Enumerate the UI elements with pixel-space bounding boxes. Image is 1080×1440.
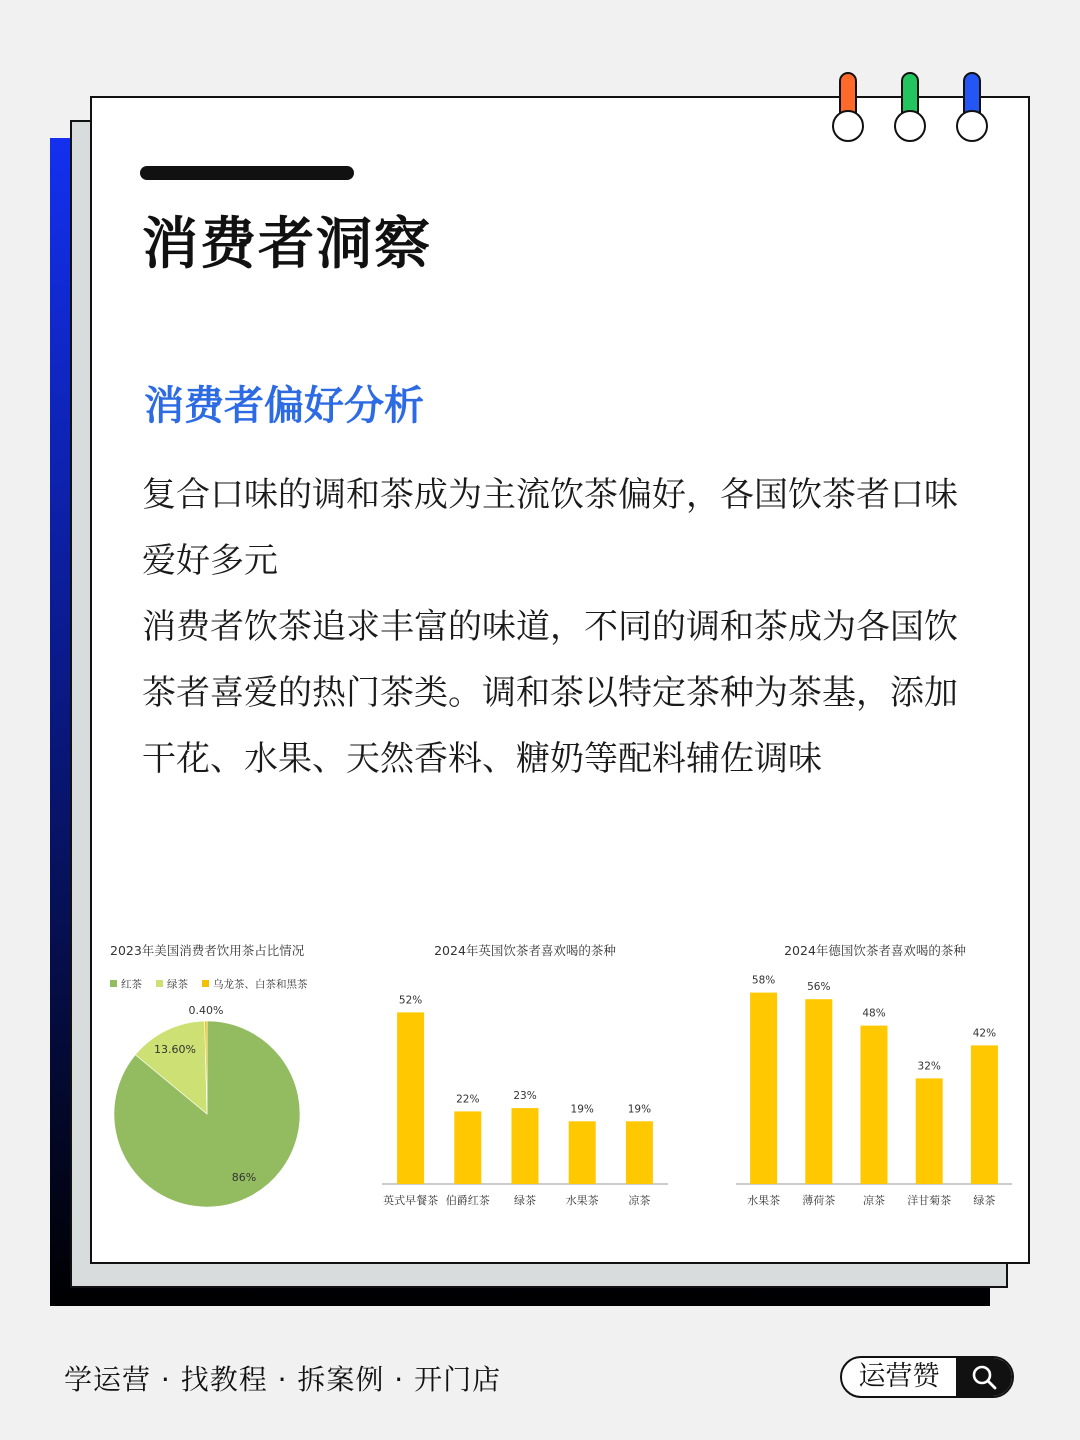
title-decoration-bar [140, 166, 354, 180]
pie-chart-title: 2023年美国消费者饮用茶占比情况 [110, 943, 305, 958]
pin-ring [894, 110, 926, 142]
section-subtitle: 消费者偏好分析 [144, 383, 424, 429]
search-icon[interactable] [956, 1358, 1012, 1396]
bar-data-label: 19% [570, 1103, 594, 1116]
pin-ring [832, 110, 864, 142]
bar-chart-title: 2024年英国饮茶者喜欢喝的茶种 [434, 943, 616, 958]
bar-tick-label: 洋甘菊茶 [907, 1194, 952, 1207]
bar-tick-label: 英式早餐茶 [383, 1194, 439, 1207]
pie-legend-label: 红茶 [121, 978, 142, 991]
bar-data-label: 23% [513, 1090, 537, 1103]
charts-area [92, 928, 1028, 1228]
binder-pin-green [892, 72, 932, 142]
pie-data-label: 13.60% [154, 1043, 196, 1056]
bar [626, 1121, 653, 1184]
bar [861, 1026, 888, 1184]
bar [512, 1108, 539, 1184]
brand-search-pill[interactable] [840, 1356, 1014, 1398]
bar-data-label: 42% [972, 1027, 997, 1040]
bar-chart-title: 2024年德国饮茶者喜欢喝的茶种 [784, 943, 966, 958]
bar-data-label: 58% [751, 974, 776, 987]
paragraph-1: 复合口味的调和茶成为主流饮茶偏好，各国饮茶者口味爱好多元 [142, 475, 958, 581]
bar [750, 993, 777, 1184]
bar [569, 1121, 596, 1184]
content-card [90, 96, 1030, 1264]
bar-data-label: 52% [398, 994, 423, 1007]
bar-data-label: 22% [456, 1093, 480, 1106]
brand-name: 运营赞 [858, 1361, 940, 1392]
pie-data-label: 86% [231, 1171, 257, 1184]
bar-tick-label: 绿茶 [514, 1194, 536, 1207]
bar-tick-label: 水果茶 [565, 1194, 599, 1207]
binder-pin-orange [830, 72, 870, 142]
charts-svg [92, 928, 1028, 1228]
page-title: 消费者洞察 [142, 212, 432, 277]
bar-data-label: 56% [807, 981, 831, 994]
paragraph-2: 消费者饮茶追求丰富的味道，不同的调和茶成为各国饮茶者喜爱的热门茶类。调和茶以特定茶种为茶基，添加干花、水果、天然香料、糖奶等配料辅佐调味 [142, 607, 958, 779]
footer-tagline: 学运营 · 找教程 · 拆案例 · 开门店 [64, 1363, 502, 1396]
bar-tick-label: 凉茶 [863, 1194, 885, 1207]
bar-tick-label: 水果茶 [747, 1194, 781, 1207]
bar-tick-label: 绿茶 [973, 1194, 996, 1207]
bar [971, 1045, 998, 1184]
bar-data-label: 19% [627, 1103, 652, 1116]
pie-legend-label: 绿茶 [167, 978, 188, 991]
bar [454, 1111, 481, 1184]
pie-legend-label: 乌龙茶、白茶和黑茶 [213, 978, 308, 991]
pie-legend-swatch [156, 980, 163, 987]
bar-tick-label: 凉茶 [628, 1194, 651, 1207]
body-text [142, 462, 972, 792]
bar-tick-label: 伯爵红茶 [445, 1194, 490, 1207]
pie-legend-swatch [110, 980, 117, 987]
bar-tick-label: 薄荷茶 [802, 1194, 836, 1207]
bar [397, 1012, 424, 1184]
bar-data-label: 48% [862, 1007, 886, 1020]
bar [805, 999, 832, 1184]
pie-data-label: 0.40% [188, 1004, 224, 1017]
bar [916, 1078, 943, 1184]
pie-legend-swatch [202, 980, 209, 987]
bar-data-label: 32% [917, 1060, 941, 1073]
binder-pin-blue [954, 72, 994, 142]
pin-ring [956, 110, 988, 142]
